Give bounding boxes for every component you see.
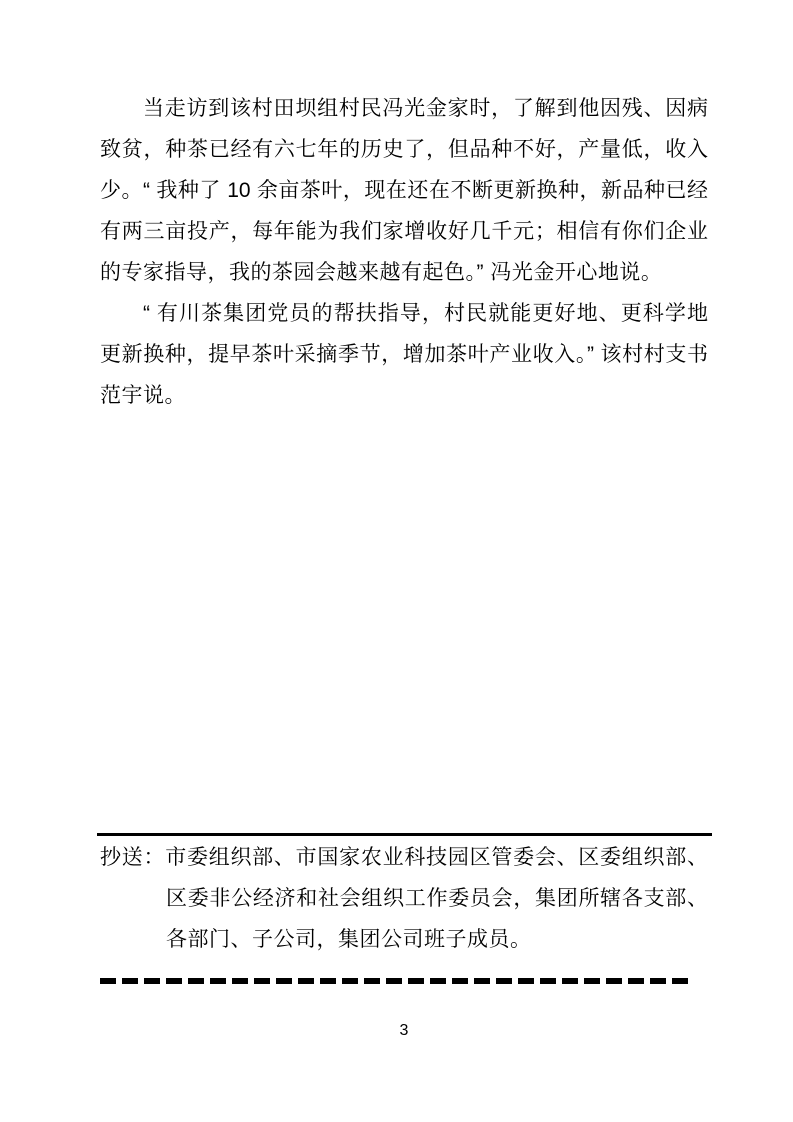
body-text-line: 有两三亩投产，每年能为我们家增收好几千元；相信有你们企业 <box>100 220 708 243</box>
body-text-line: 的专家指导，我的茶园会越来越有起色。” 冯光金开心地说。 <box>100 261 663 284</box>
body-text-line: 范宇说。 <box>100 384 186 407</box>
cc-section <box>100 837 708 960</box>
page-number: 3 <box>399 1022 409 1039</box>
cc-line: 抄送：市委组织部、市国家农业科技园区管委会、区委组织部、 <box>100 846 708 869</box>
body-text-line: “ 有川茶集团党员的帮扶指导，村民就能更好地、更科学地 <box>143 302 708 325</box>
cc-divider-line <box>97 833 712 836</box>
bottom-dashed-line <box>100 978 694 984</box>
body-text-line: 更新换种，提早茶叶采摘季节，增加茶叶产业收入。” 该村村支书 <box>100 343 708 366</box>
body-text-line: 致贫，种茶已经有六七年的历史了，但品种不好，产量低，收入 <box>100 138 708 161</box>
cc-line: 各部门、子公司，集团公司班子成员。 <box>166 928 532 951</box>
body-text-line: 少。“ 我种了 10 余亩茶叶，现在还在不断更新换种，新品种已经 <box>100 179 708 202</box>
body-text <box>100 88 708 416</box>
body-text-line: 当走访到该村田坝组村民冯光金家时，了解到他因残、因病 <box>143 97 708 120</box>
cc-line: 区委非公经济和社会组织工作委员会，集团所辖各支部、 <box>166 887 708 910</box>
